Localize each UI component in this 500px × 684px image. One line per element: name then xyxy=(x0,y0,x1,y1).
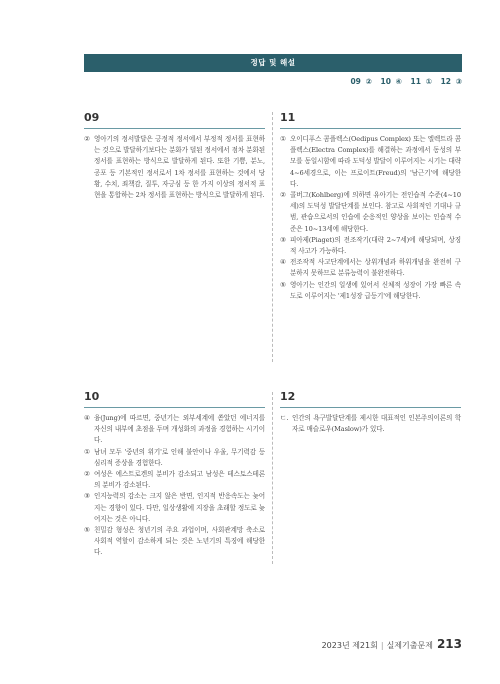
item-marker: ② xyxy=(84,135,90,143)
answer-key-number: 12 xyxy=(440,77,452,86)
explanation-item xyxy=(84,134,265,201)
item-text: 피아제(Piaget)의 전조작기(대략 2~7세)에 해당되며, 상징적 사고가 가능하다. xyxy=(290,235,461,256)
panel-rule xyxy=(84,407,265,408)
explanation-item xyxy=(280,235,461,257)
explanation-item xyxy=(84,413,265,447)
item-marker: ㄷ. xyxy=(280,414,289,422)
answer-key-choice: ① xyxy=(425,77,432,86)
item-text: 친밀감 형성은 청년기의 주요 과업이며, 사회관계망 축소로 사회적 역할이 감소하게 되는 것은 노년기의 특징에 해당한다. xyxy=(94,526,265,557)
explanation-panel-12 xyxy=(280,389,461,435)
answer-key-number: 10 xyxy=(380,77,391,86)
item-marker: ① xyxy=(280,135,286,143)
item-text: 영아기의 정서발달은 긍정적 정서에서 부정적 정서를 표현하는 것으로 발달하기보다는 분화가 덜된 정서에서 점차 분화된 정서를 표현하는 방식으로 발달하게 된다. 또한 기쁨, 분노, 공포 등 기본적인 정서로서 1차 정서를 표현하는 것에서 당황, 수치, 죄책감, 질투, 자긍심 등 한 가지 이상의 정서적 표현을 통합하는 2차 정서를 표현하는 방식으로 발달하게 된다. xyxy=(94,135,265,200)
section-header-title: 정답 및 해설 xyxy=(250,58,296,67)
footer-label: 실제기출문제 xyxy=(386,641,433,650)
item-marker: ④ xyxy=(280,258,286,267)
explanation-item xyxy=(280,190,461,235)
explanation-item xyxy=(280,257,461,279)
explanation-item xyxy=(280,134,461,190)
item-marker: ③ xyxy=(280,235,286,244)
explanation-item xyxy=(84,469,265,491)
footer-exam: 2023년 제21회 xyxy=(321,641,378,650)
explanation-item xyxy=(280,413,461,435)
panel-rule xyxy=(280,128,461,129)
item-text: 오이디푸스 콤플렉스(Oedipus Complex) 또는 엘렉트라 콤플렉스(Electra Complex)를 해결하는 과정에서 동성의 부모를 동일시함에 따라 도덕성 발달이 이루어지는 시기는 대략 4~6세경으로, 이는 프로이트(Freud)의 '남근기'에 해당한다. xyxy=(290,135,461,188)
footer-separator: | xyxy=(380,641,384,650)
question-number: 09 xyxy=(84,111,100,124)
item-text: 콜버그(Kohlberg)에 의하면 유아기는 전인습적 수준(4~10세)의 도덕성 발달단계를 보인다. 참고로 사회적인 기대나 규범, 관습으로서의 인습에 순응적인 양상을 보이는 인습적 수준은 10~13세에 해당한다. xyxy=(290,191,461,233)
item-text: 여성은 에스트로겐의 분비가 감소되고 남성은 테스토스테론의 분비가 감소된다. xyxy=(94,470,265,490)
explanation-item xyxy=(280,280,461,302)
question-number: 12 xyxy=(280,390,296,403)
item-text: 영아기는 인간의 일생에 있어서 신체적 성장이 가장 빠른 속도로 이루어지는 '제1성장 급등기'에 해당한다. xyxy=(290,280,461,300)
item-text: 인지능력의 감소는 크지 않은 반면, 인지적 반응속도는 늦어지는 경향이 있다. 다만, 일상생활에 지장을 초래할 정도로 늦어지는 것은 아니다. xyxy=(94,492,265,523)
explanation-item xyxy=(84,491,265,525)
explanation-item xyxy=(84,525,265,559)
item-marker: ③ xyxy=(84,492,90,501)
page-footer xyxy=(322,637,462,651)
explanation-panel-11 xyxy=(280,110,461,302)
answer-key-choice: ③ xyxy=(455,77,462,86)
explanation-panel-10 xyxy=(84,389,265,559)
item-marker: ② xyxy=(84,470,90,479)
item-marker: ⑤ xyxy=(280,280,286,289)
question-number: 11 xyxy=(280,111,296,124)
item-text: 인간의 욕구발달단계를 제시한 대표적인 인본주의이론의 학자로 매슬로우(Maslow)가 있다. xyxy=(292,414,461,434)
item-marker: ① xyxy=(84,447,90,456)
question-number: 10 xyxy=(84,390,100,403)
answer-key xyxy=(350,77,462,86)
item-marker: ② xyxy=(280,191,286,200)
explanation-panel-09 xyxy=(84,110,265,201)
page-number: 213 xyxy=(436,637,462,651)
explanation-item xyxy=(84,447,265,469)
item-marker: ④ xyxy=(84,414,90,422)
panel-rule xyxy=(280,407,461,408)
section-header-bar xyxy=(84,54,462,72)
item-text: 남녀 모두 '중년의 위기'로 인해 불안이나 우울, 무기력감 등 심리적 증상을 경험한다. xyxy=(94,447,265,467)
answer-key-number: 09 xyxy=(350,77,361,86)
column-divider xyxy=(272,392,273,564)
item-marker: ⑤ xyxy=(84,526,90,535)
answer-key-number: 11 xyxy=(410,77,421,86)
item-text: 융(Jung)에 따르면, 중년기는 외부세계에 쏟았던 에너지를 자신의 내부에 초점을 두며 개성화의 과정을 경험하는 시기이다. xyxy=(94,414,265,445)
answer-key-choice: ④ xyxy=(395,77,402,86)
item-text: 전조작적 사고단계에서는 상위개념과 하위개념을 완전히 구분하지 못하므로 분류능력이 불완전하다. xyxy=(290,258,461,278)
answer-key-choice: ② xyxy=(365,77,372,86)
panel-rule xyxy=(84,128,265,129)
column-divider xyxy=(272,112,273,362)
